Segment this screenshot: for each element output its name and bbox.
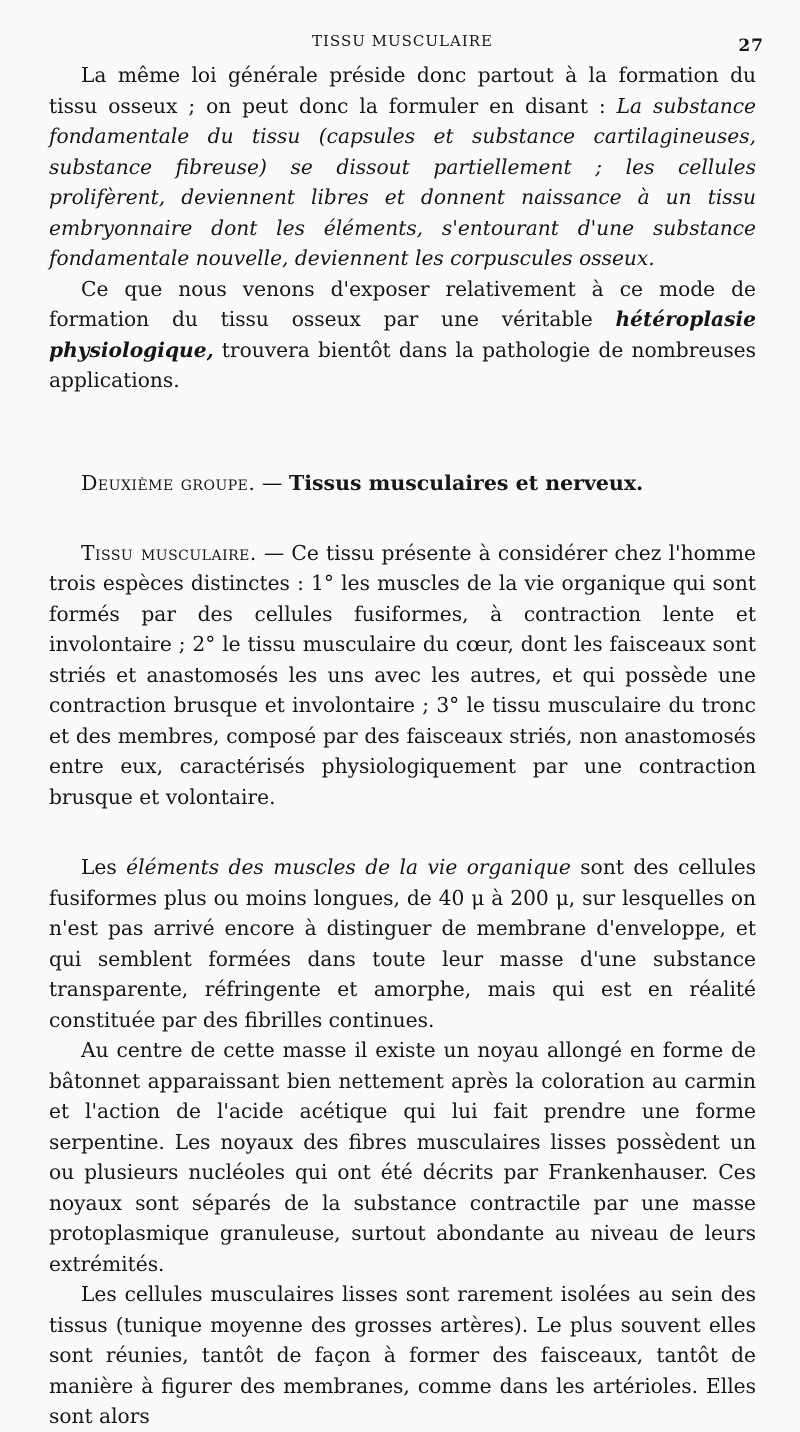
paragraph-body-text: Les cellules musculaires lisses sont rarement isolées au sein des tissus (tunique moyenne des grosses artères). Le plus souvent elles sont réunies, tantôt de façon à former des faisceaux, tantôt de manière à figurer des membranes, comme dans les artérioles. Elles sont alors — [49, 1282, 756, 1428]
italic-term: éléments des muscles de la vie organique — [126, 855, 571, 879]
page-number: 27 — [738, 36, 764, 56]
paragraph-tail-text: sont des cellules fusiformes plus ou moins longues, de 40 μ à 200 μ, sur lesquelles on n'est pas arrivé encore à distinguer de membrane d'enveloppe, et qui semblent formées dans toute leur masse d'une substance transparente, réfringente et amorphe, mais qui est en réalité constituée par des fibrilles continues. — [49, 855, 756, 1032]
paragraph-tail-text: trouvera bientôt dans la pathologie de nombreuses applications. — [49, 337, 756, 392]
section-heading — [49, 468, 756, 498]
paragraph-nucleus — [49, 1035, 756, 1279]
paragraph-bone-formation-law — [49, 60, 756, 274]
paragraph-muscle-tissue-types — [49, 538, 756, 813]
subsection-label: Tissu musculaire. — [81, 540, 257, 565]
paragraph-lead-text: Les — [81, 855, 127, 879]
paragraph-lead-text: La même loi générale préside donc partout à la formation du tissu osseux ; on peut donc la formuler en disant : — [49, 63, 756, 118]
section-dash: — — [255, 470, 289, 495]
paragraph-body-text: — Ce tissu présente à considérer chez l'homme trois espèces distinctes : 1° les muscles de la vie organique qui sont formés par des cellules fusiformes, à contraction lente et involontaire ; 2° le tissu musculaire du cœur, dont les faisceaux sont striés et anastomosés les uns avec les autres, et qui possède une contraction brusque et involontaire ; 3° le tissu musculaire du tronc et des membres, composé par des faisceaux striés, non anastomosés entre eux, caractérisés physiologiquement par une contraction brusque et volontaire. — [49, 540, 756, 809]
section-group-label: Deuxième groupe. — [81, 470, 256, 495]
paragraph-lead-text: Ce que nous venons d'exposer relativement à ce mode de formation du tissu osseux par une véritable — [49, 276, 756, 331]
bold-italic-term: hétéroplasie physiologique, — [49, 307, 756, 362]
running-header — [49, 30, 764, 56]
paragraph-heteroplasia — [49, 274, 756, 396]
paragraph-smooth-muscle-elements — [49, 852, 756, 1035]
section-title: Tissus musculaires et nerveux. — [288, 470, 644, 495]
italic-law-statement: La substance fondamentale du tissu (capsules et substance cartilagineuses, substance fibreuse) se dissout partiellement ; les cellules prolifèrent, deviennent libres et donnent naissance à un tissu embryonnaire dont les éléments, s'entourant d'une substance fondamentale nouvelle, deviennent les corpuscules osseux. — [49, 93, 757, 270]
running-title: TISSU MUSCULAIRE — [312, 32, 493, 50]
paragraph-body-text: Au centre de cette masse il existe un noyau allongé en forme de bâtonnet apparaissant bien nettement après la coloration au carmin et l'action de l'acide acétique qui lui fait prendre une forme serpentine. Les noyaux des fibres musculaires lisses possèdent un ou plusieurs nucléoles qui ont été décrits par Frankenhauser. Ces noyaux sont séparés de la substance contractile par une masse protoplasmique granuleuse, surtout abondante au niveau de leurs extrémités. — [49, 1038, 756, 1276]
